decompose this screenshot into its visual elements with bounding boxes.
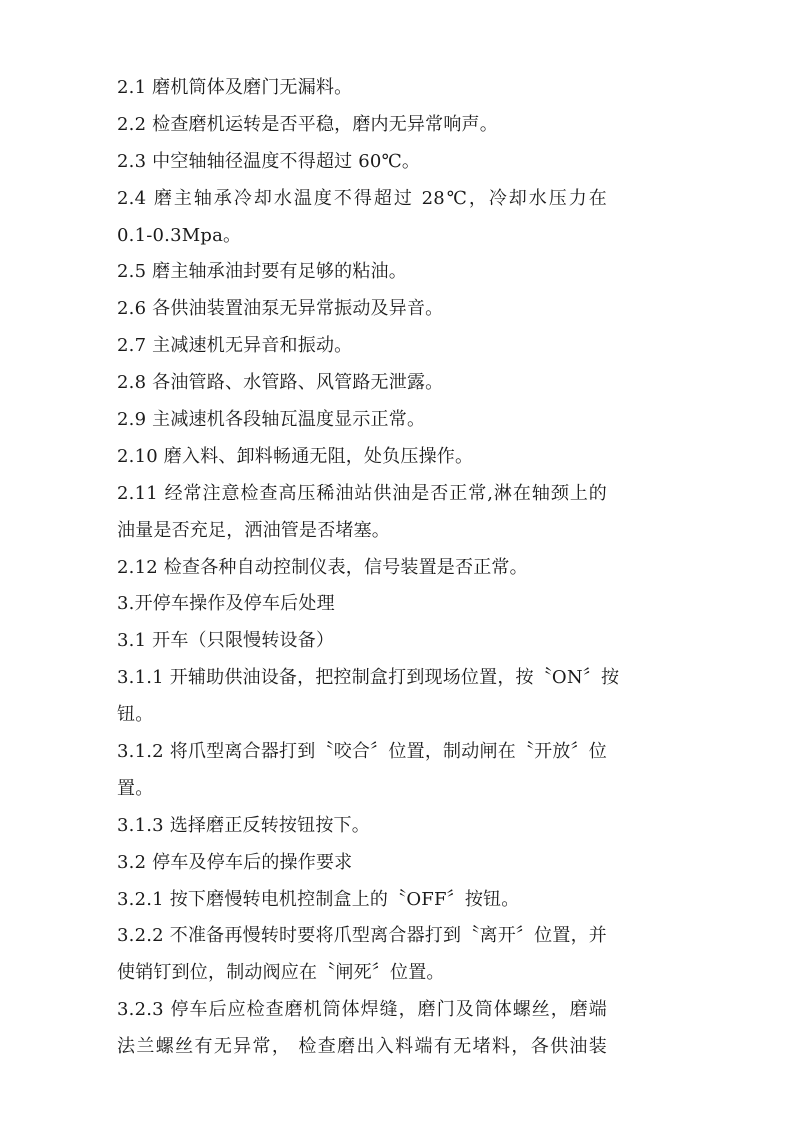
subsection-heading-3-2: 3.2 停车及停车后的操作要求 — [117, 851, 353, 873]
text-line-2-11-cont: 油量是否充足，洒油管是否堵塞。 — [117, 519, 390, 541]
text-line-2-4-cont: 0.1-0.3Mpa。 — [117, 224, 242, 246]
document-body — [117, 70, 620, 1066]
text-line-2-4: 2.4 磨主轴承冷却水温度不得超过 28℃，冷却水压力在 — [117, 187, 607, 209]
text-line-3-1-1: 3.1.1 开辅助供油设备，把控制盒打到现场位置，按〝ON〞按 — [117, 667, 620, 689]
text-line-2-1: 2.1 磨机筒体及磨门无漏料。 — [117, 77, 353, 98]
text-line-2-9: 2.9 主减速机各段轴瓦温度显示正常。 — [117, 409, 426, 431]
text-line-2-6: 2.6 各供油装置油泵无异常振动及异音。 — [117, 298, 444, 320]
section-heading-3: 3.开停车操作及停车后处理 — [117, 593, 335, 615]
text-line-3-1-3: 3.1.3 选择磨正反转按钮按下。 — [117, 814, 370, 836]
text-line-3-1-1-cont: 钮。 — [117, 704, 154, 726]
text-line-2-5: 2.5 磨主轴承油封要有足够的粘油。 — [117, 261, 407, 283]
text-line-3-1-2-cont: 置。 — [117, 777, 154, 799]
text-line-3-2-1: 3.2.1 按下磨慢转电机控制盒上的〝OFF〞按钮。 — [117, 888, 520, 910]
text-line-3-2-3: 3.2.3 停车后应检查磨机筒体焊缝，磨门及筒体螺丝，磨端 — [117, 999, 607, 1021]
subsection-heading-3-1: 3.1 开车（只限慢转设备） — [117, 630, 335, 652]
text-line-2-12: 2.12 检查各种自动控制仪表，信号装置是否正常。 — [117, 556, 528, 578]
text-line-2-2: 2.2 检查磨机运转是否平稳，磨内无异常响声。 — [117, 113, 498, 135]
text-line-2-10: 2.10 磨入料、卸料畅通无阻，处负压操作。 — [117, 445, 474, 467]
text-line-3-2-3-cont: 法兰螺丝有无异常， 检查磨出入料端有无堵料，各供油装 — [117, 1036, 607, 1058]
text-line-2-11: 2.11 经常注意检查高压稀油站供油是否正常,淋在轴颈上的 — [117, 482, 607, 504]
text-line-2-7: 2.7 主减速机无异音和振动。 — [117, 335, 353, 357]
text-line-2-8: 2.8 各油管路、水管路、风管路无泄露。 — [117, 372, 444, 394]
text-line-3-2-2-cont: 使销钉到位，制动阀应在〝闸死〞位置。 — [117, 962, 445, 984]
text-line-2-3: 2.3 中空轴轴径温度不得超过 60℃。 — [117, 150, 421, 172]
text-line-3-1-2: 3.1.2 将爪型离合器打到〝咬合〞位置，制动闸在〝开放〞位 — [117, 741, 607, 763]
text-line-3-2-2: 3.2.2 不准备再慢转时要将爪型离合器打到〝离开〞位置，并 — [117, 925, 607, 947]
